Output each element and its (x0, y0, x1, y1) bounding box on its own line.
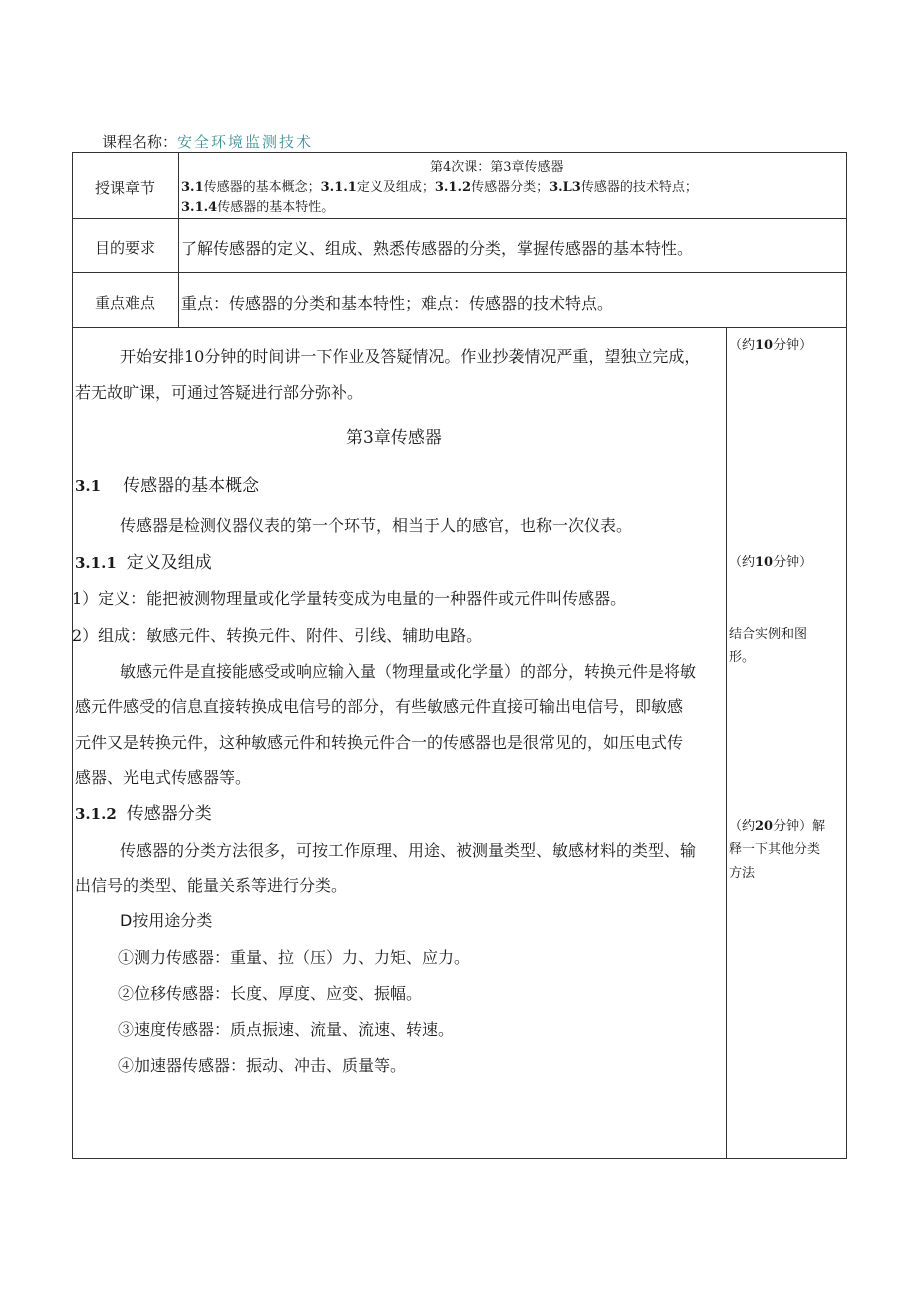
para-line-4: 感器、光电式传感器等。 (75, 768, 252, 787)
note-time-1: （约10分钟） (729, 338, 813, 353)
note-example-1: 结合实例和图 (729, 627, 808, 642)
note-example-2: 形。 (729, 650, 756, 665)
intro-line-1: 开始安排10分钟的时间讲一下作业及答疑情况。作业抄袭情况严重，望独立完成， (120, 347, 701, 366)
section-3-1-heading: 3.1 传感器的基本概念 (75, 476, 260, 496)
key-label: 重点难点 (95, 294, 156, 312)
chapter-label: 授课章节 (95, 179, 156, 197)
chapter-title: 第4次课：第3章传感器 (430, 160, 564, 175)
list-item: ③速度传感器：质点振速、流量、流速、转速。 (118, 1020, 455, 1039)
row-divider-2 (72, 272, 847, 273)
list-item: ④加速器传感器：振动、冲击、质量等。 (118, 1056, 407, 1075)
label-column-divider (178, 152, 179, 328)
table-border-left (72, 152, 73, 1159)
course-value: 安全环境监测技术 (177, 133, 314, 151)
list-item: ②位移传感器：长度、厚度、应变、振幅。 (118, 984, 423, 1003)
classification-line-1: 传感器的分类方法很多，可按工作原理、用途、被测量类型、敏感材料的类型、输 (120, 841, 697, 860)
table-border-bottom (72, 1158, 847, 1159)
intro-line-2: 若无故旷课，可通过答疑进行部分弥补。 (75, 383, 364, 402)
section-3-1-text: 传感器是检测仪器仪表的第一个环节，相当于人的感官，也称一次仪表。 (120, 516, 633, 535)
table-border-top (72, 152, 847, 153)
para-line-2: 感元件感受的信息直接转换成电信号的部分，有些敏感元件直接可输出电信号，即敏感 (75, 697, 684, 716)
course-label: 课程名称： (102, 133, 178, 151)
note-explain-2: 方法 (729, 866, 756, 881)
table-border-right (846, 152, 847, 1159)
section-3-1-1-heading: 3.1.1 定义及组成 (75, 553, 212, 573)
chapter-line-3: 3.1.4传感器的基本特性。 (181, 200, 335, 215)
note-time-2: （约10分钟） (729, 555, 813, 570)
chapter-heading: 第3章传感器 (346, 428, 442, 448)
key-text: 重点：传感器的分类和基本特性；难点：传感器的技术特点。 (181, 294, 614, 313)
chapter-line-2: 3.1传感器的基本概念；3.1.1定义及组成；3.1.2传感器分类；3.L3传感器的技术特点； (181, 180, 698, 195)
note-time-3: （约20分钟）解 (729, 819, 826, 834)
notes-column-divider (726, 327, 727, 1159)
by-use-heading: D按用途分类 (120, 911, 213, 930)
definition-line: 1）定义：能把被测物理量或化学量转变成为电量的一种器件或元件叫传感器。 (72, 589, 627, 608)
row-divider-1 (72, 218, 847, 219)
para-line-3: 元件又是转换元件，这种敏感元件和转换元件合一的传感器也是很常见的，如压电式传 (75, 733, 684, 752)
purpose-label: 目的要求 (95, 239, 156, 257)
section-3-1-2-heading: 3.1.2 传感器分类 (75, 804, 212, 824)
row-divider-3 (72, 327, 847, 328)
composition-line: 2）组成：敏感元件、转换元件、附件、引线、辅助电路。 (72, 626, 483, 645)
course-name (102, 131, 313, 152)
purpose-text: 了解传感器的定义、组成、熟悉传感器的分类，掌握传感器的基本特性。 (181, 239, 694, 258)
para-line-1: 敏感元件是直接能感受或响应输入量（物理量或化学量）的部分，转换元件是将敏 (120, 662, 697, 681)
note-explain-1: 释一下其他分类 (729, 842, 821, 857)
classification-line-2: 出信号的类型、能量关系等进行分类。 (75, 876, 348, 895)
list-item: ①测力传感器：重量、拉（压）力、力矩、应力。 (118, 948, 471, 967)
